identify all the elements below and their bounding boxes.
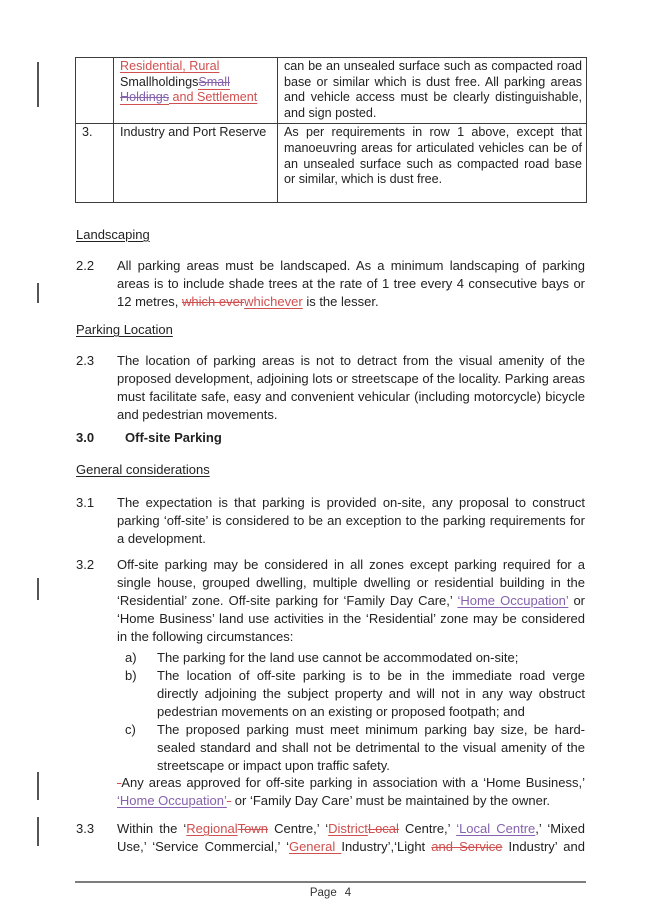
- list-item-label: a): [125, 650, 137, 665]
- text-run: Within the ‘: [117, 821, 187, 836]
- list-item: [125, 649, 585, 667]
- paragraph-text: [117, 352, 585, 424]
- footer-page-label: Page: [309, 887, 337, 899]
- heading-parking-location: [76, 321, 173, 339]
- requirement-cell: [278, 124, 587, 203]
- paragraph-number: 3.2: [76, 557, 95, 572]
- text-run: As per requirements in row 1 above, except that manoeuvring areas for articulated vehicles can be of an unsealed surface such as compacted road base or similar, which is dust free.: [284, 125, 582, 187]
- text-run: Centre,’ ‘: [267, 821, 329, 836]
- tracked-change-del-red: which ever: [182, 294, 245, 309]
- tracked-change-ins-del: Holdings: [120, 90, 170, 105]
- text-run: ,’ ‘Mixed Use,’ ‘Service Commercial,’ ‘: [117, 821, 585, 854]
- paragraph-2-2: [76, 257, 585, 311]
- paragraph-2-3: [76, 352, 585, 424]
- text-run: The proposed parking must meet minimum parking bay size, be hard-sealed standard and shall not be detrimental to the visual amenity of the streetscape or impact upon traffic safety.: [157, 722, 585, 773]
- tracked-change-ins-red: whichever: [244, 294, 303, 309]
- text-run: Smallholdings: [120, 74, 199, 89]
- tracked-change-ins-purple: ‘Local Centre: [456, 821, 536, 836]
- text-run: All parking areas must be landscaped. As a minimum landscaping of parking areas is to include shade trees at the rate of 1 tree every 4 consecutive bays or 12 metres,: [117, 258, 585, 309]
- text-run: can be an unsealed surface such as compacted road base or similar which is dust free. All parking areas and vehicle access must be clearly distinguishable, and sign posted.: [284, 59, 582, 120]
- heading-text: Parking Location: [76, 322, 173, 337]
- row-number-cell: [76, 58, 114, 124]
- table-row-zone-residential: [76, 58, 587, 124]
- circumstances-list: [125, 649, 585, 775]
- text-run: Off-site parking may be considered in all zones except parking required for a single house, grouped dwelling, multiple dwelling or residential building in the ‘Residential’ zone. Off-site parking for ‘Family Day Care,’: [117, 557, 585, 608]
- heading-landscaping: [76, 226, 150, 244]
- section-title: Off-site Parking: [125, 430, 222, 445]
- list-item: [125, 721, 585, 775]
- text-run: is the lesser.: [302, 294, 379, 309]
- tracked-change-ins-red: and Settlement: [169, 90, 258, 105]
- list-item-text: [157, 649, 585, 667]
- paragraph-text: [117, 257, 585, 311]
- paragraph-3-1: [76, 494, 585, 548]
- heading-general-considerations: [76, 461, 210, 479]
- list-item-label: b): [125, 668, 137, 683]
- page-footer: [75, 881, 586, 900]
- text-run: Industry’ and: [502, 839, 585, 854]
- tracked-change-ins-red: General: [288, 839, 342, 854]
- change-bar: [37, 817, 39, 846]
- tracked-change-ins-red: Residential, Rural: [120, 59, 220, 73]
- tracked-change-del-red: Town: [237, 821, 268, 836]
- tracked-change-del-red: and Service: [431, 839, 503, 854]
- text-run: The location of parking areas is not to detract from the visual amenity of the proposed development, adjoining lots or streetscape of the locality. Parking areas must facilitate safe, easy and convenient vehicular (including motorcycle) bicycle and pedestrian movements.: [117, 353, 585, 422]
- heading-offsite-parking: [76, 429, 222, 447]
- zone-cell: [114, 124, 278, 203]
- tracked-change-ins-red: Regional: [186, 821, 238, 836]
- tracked-change-del-red: -: [226, 793, 232, 808]
- change-bar: [37, 62, 39, 107]
- tracked-change-del-red: -: [117, 775, 122, 790]
- heading-text: General considerations: [76, 462, 210, 477]
- heading-text: Landscaping: [76, 227, 150, 242]
- table-row-industry-port: [76, 124, 587, 203]
- footer-page-number: 4: [344, 887, 352, 899]
- tracked-change-del-red: Local: [367, 821, 399, 836]
- paragraph-3-2: [76, 556, 585, 646]
- paragraph-text: [117, 494, 585, 548]
- paragraph-number: 2.3: [76, 353, 95, 368]
- list-item-label: c): [125, 722, 136, 737]
- section-number: 3.0: [76, 430, 95, 445]
- tracked-change-ins-del: Small: [198, 74, 230, 89]
- paragraph-text: [117, 820, 585, 856]
- text-run: Industry’,‘Light: [341, 839, 432, 854]
- text-run: The parking for the land use cannot be accommodated on-site;: [157, 650, 519, 665]
- change-bar: [37, 283, 39, 303]
- tracked-change-ins-purple: ‘Home Occupation’: [457, 593, 569, 608]
- requirement-cell: [278, 58, 587, 124]
- text-run: or ‘Home Business’ land use activities in the ‘Residential’ zone may be considered in the following circumstances:: [117, 593, 586, 644]
- change-bar: [37, 578, 39, 600]
- paragraph-number: 3.3: [76, 821, 95, 836]
- text-run: The location of off-site parking is to be in the immediate road verge directly adjoining the subject property and will not in any way obstruct pedestrian movements on an existing or proposed footpath; and: [157, 668, 585, 719]
- change-bar: [37, 772, 39, 800]
- paragraph-maintained-by-owner: [117, 774, 585, 810]
- text-run: Centre,’: [398, 821, 457, 836]
- text-run: or ‘Family Day Care’ must be maintained by the owner.: [231, 793, 551, 808]
- tracked-change-ins-purple: ‘Home Occupation’: [117, 793, 227, 808]
- list-item-text: [157, 667, 585, 721]
- list-item-text: [157, 721, 585, 775]
- text-run: Industry and Port Reserve: [120, 125, 267, 140]
- zone-cell: [114, 58, 278, 124]
- paragraph-text: [117, 556, 585, 646]
- text-run: Any areas approved for off-site parking in association with a ‘Home Business,’: [121, 775, 585, 790]
- paragraph-3-3: [76, 820, 585, 856]
- paragraph-number: 2.2: [76, 258, 95, 273]
- parking-surface-table: [75, 57, 587, 203]
- text-run: The expectation is that parking is provided on-site, any proposal to construct parking ‘off-site’ is considered to be an exception to the parking requirements for a development.: [117, 495, 585, 546]
- row-number-cell: 3.: [76, 124, 114, 203]
- tracked-change-ins-red: District: [328, 821, 368, 836]
- list-item: [125, 667, 585, 721]
- paragraph-number: 3.1: [76, 495, 95, 510]
